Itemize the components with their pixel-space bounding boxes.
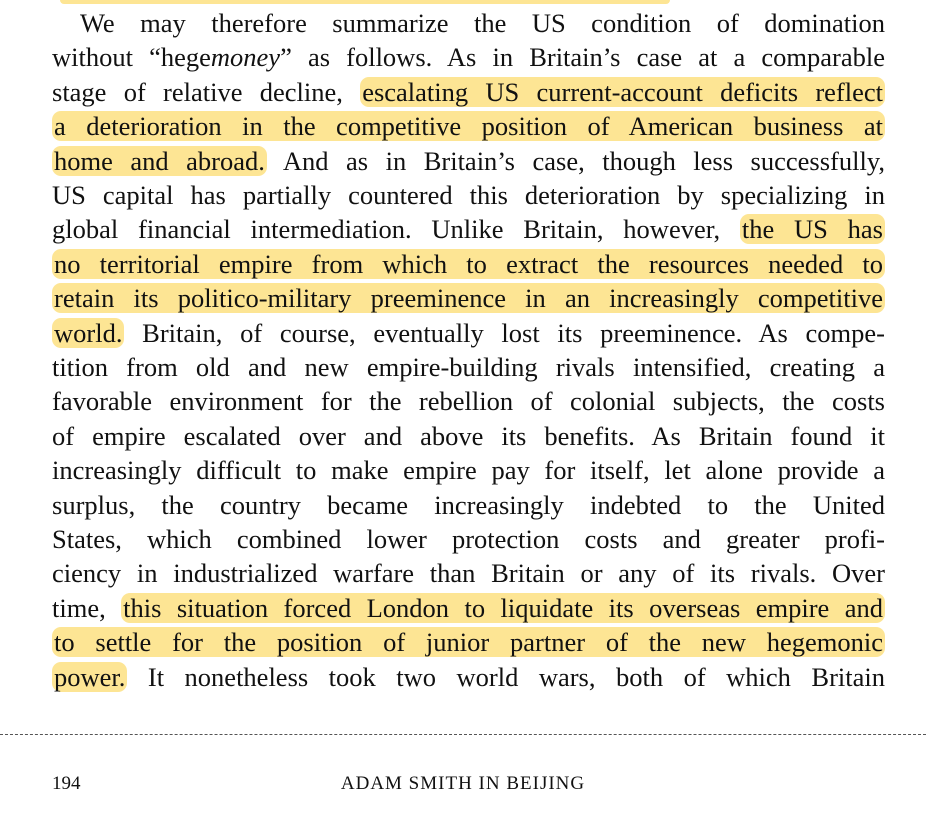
highlighted-text: to settle for the position of junior partner of the new hegemonic [54,627,883,658]
text-line [52,627,885,657]
text-line [52,524,885,554]
text-segment: stage of relative decline, [52,76,361,107]
text-segment: States, which combined lower protection costs and greater profi- [52,524,885,554]
text-line [52,455,885,485]
highlight-fragment [60,0,670,4]
text-line [80,8,885,38]
highlighted-text: a deterioration in the competitive position of American business at [54,111,883,142]
text-segment: ” as follows. As in Britain’s case at a comparable [280,42,886,73]
text-line [52,77,885,107]
highlighted-text: world. [54,317,123,348]
text-line [52,558,885,588]
text-line [52,214,885,244]
running-head: ADAM SMITH IN BEIJING [340,773,586,794]
text-line [52,490,885,520]
text-segment: time, [52,592,122,623]
text-segment: tition from old and new empire-building rivals intensified, creating a [52,352,885,382]
text-line [52,42,885,72]
text-line [52,318,885,348]
text-line [52,111,885,141]
text-segment: US capital has partially countered this deterioration by specializing in [52,180,885,210]
text-segment: without “hege [52,42,211,73]
text-segment: We may therefore summarize the US condition of domination [80,8,885,38]
highlighted-text: this situation forced London to liquidate its overseas empire and [123,592,883,623]
text-line [52,180,885,210]
page-number: 194 [52,773,81,794]
page-break-divider [0,734,926,735]
text-segment: of empire escalated over and above its benefits. As Britain found it [52,420,885,451]
text-line [52,249,885,279]
text-line [52,283,885,313]
text-line [52,662,885,692]
highlighted-text: no territorial empire from which to extract the resources needed to [54,248,883,279]
text-line [52,352,885,382]
text-segment: And as in Britain’s case, though less successfully, [266,145,885,176]
text-segment: increasingly difficult to make empire pay for itself, let alone provide a [52,455,885,486]
highlighted-text: the US has [741,214,883,245]
text-segment: It nonetheless took two world wars, both of which Britain [127,661,885,692]
text-segment: Britain, of course, eventually lost its preeminence. As compe- [124,317,885,348]
highlighted-text: home and abroad. [54,145,265,176]
text-segment: surplus, the country became increasingly indebted to the United [52,489,885,520]
highlighted-text: escalating US current-account deficits reflect [362,76,883,107]
highlighted-text: power. [54,661,126,692]
text-segment: global financial intermediation. Unlike Britain, however, [52,214,740,245]
text-segment: favorable environment for the rebellion of colonial subjects, the costs [52,386,885,417]
text-segment: ciency in industrialized warfare than Britain or any of its rivals. Over [52,558,885,589]
text-line [52,386,885,416]
text-segment: money [210,42,281,73]
text-line [52,421,885,451]
text-line [52,593,885,623]
highlighted-text: retain its politico-military preeminence in an increasingly competitive [54,283,883,314]
text-line [52,146,885,176]
